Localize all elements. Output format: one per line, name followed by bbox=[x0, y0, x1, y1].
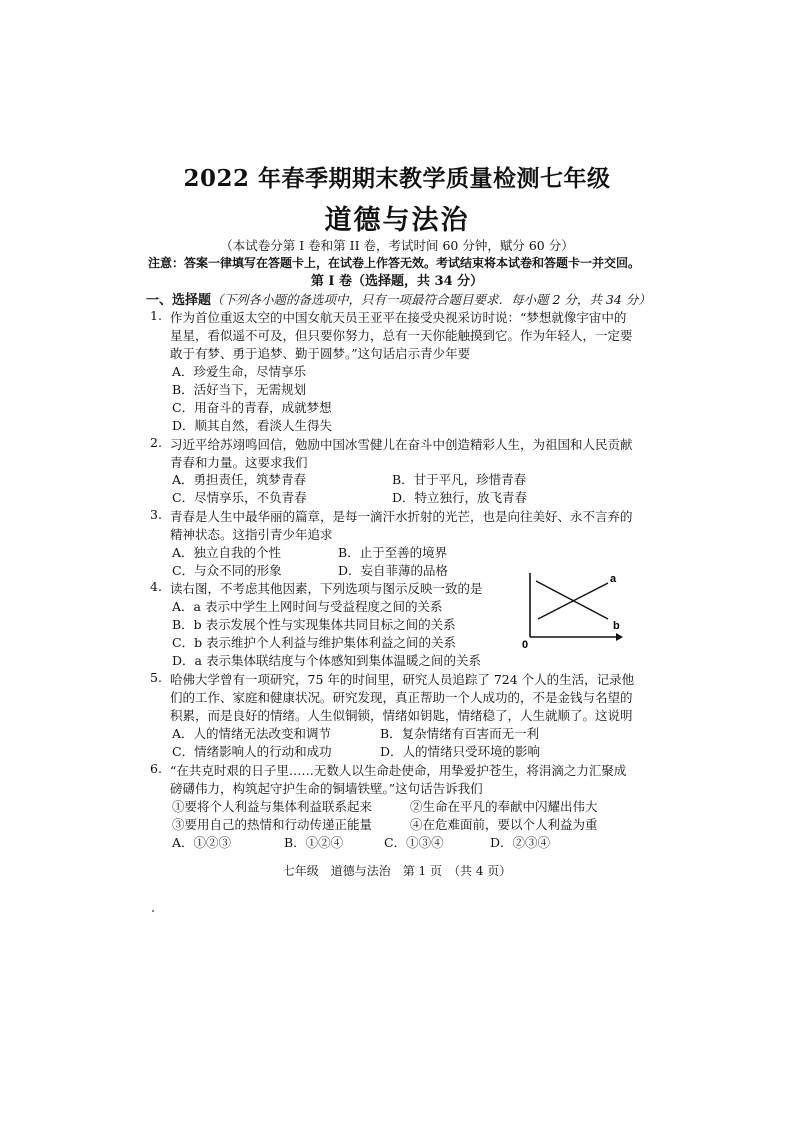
scan-speck bbox=[152, 910, 154, 912]
option-c: C．①③④ bbox=[384, 835, 444, 850]
question-text: 哈佛大学曾有一项研究，75 年的时间里，研究人员追踪了 724 个人的生活，记录他 bbox=[170, 672, 635, 687]
exam-title: 2022 年春季期期末教学质量检测七年级 bbox=[183, 165, 611, 192]
question-text: 们的工作、家庭和健康状况。研究发现，真正帮助一个人成功的，不是金钱与名望的 bbox=[170, 690, 633, 705]
option-a: A．a 表示中学生上网时间与受益程度之间的关系 bbox=[172, 599, 443, 614]
section-instruction: （下列各小题的备选项中，只有一项最符合题目要求．每小题 2 分，共 34 分） bbox=[211, 292, 651, 307]
question-text: 敢于有梦、勇于追梦、勤于圆梦。”这句话启示青少年要 bbox=[170, 346, 471, 361]
page-footer: 七年级 道德与法治 第 1 页 （共 4 页） bbox=[282, 864, 512, 878]
option-b: B．甘于平凡，珍惜青春 bbox=[392, 472, 527, 487]
option-c: C．用奋斗的青春，成就梦想 bbox=[172, 400, 332, 415]
question-text: 青春和力量。这要求我们 bbox=[170, 455, 308, 470]
question-text: 磅礴伟力，构筑起守护生命的铜墙铁壁。”这句话告诉我们 bbox=[170, 781, 483, 796]
option-b: B．①②④ bbox=[284, 835, 344, 850]
question-text: 精神状态。这指引青少年追求 bbox=[170, 527, 333, 542]
option-d: D．特立独行，放飞青春 bbox=[392, 490, 528, 505]
statement-4: ④在危难面前，要以个人利益为重 bbox=[410, 817, 598, 832]
statement-1: ①要将个人利益与集体利益联系起来 bbox=[172, 799, 373, 814]
label-a: a bbox=[610, 573, 617, 585]
option-b: B．止于至善的境界 bbox=[338, 545, 448, 560]
option-d: D．②③④ bbox=[490, 835, 551, 850]
question-number: 3. bbox=[150, 507, 162, 522]
option-c: C．与众不同的形象 bbox=[172, 563, 282, 578]
option-d: D．妄自菲薄的品格 bbox=[338, 563, 449, 578]
question-number: 2. bbox=[150, 435, 162, 450]
exam-notice: 注意：答案一律填写在答题卡上，在试卷上作答无效。考试结束将本试卷和答题卡一并交回。 bbox=[148, 256, 641, 270]
label-b: b bbox=[613, 620, 620, 632]
question-number: 4. bbox=[150, 579, 162, 594]
option-a: A．人的情绪无法改变和调节 bbox=[172, 726, 332, 741]
x-axis-arrow bbox=[616, 633, 623, 641]
question-text: 习近平给苏翊鸣回信，勉励中国冰雪健儿在奋斗中创造精彩人生，为祖国和人民贡献 bbox=[170, 437, 633, 452]
option-a: A．勇担责任，筑梦青春 bbox=[172, 472, 307, 487]
question-text: 星星，看似遥不可及，但只要你努力，总有一天你能触摸到它。作为年轻人，一定要 bbox=[170, 328, 633, 343]
option-c: C．情绪影响人的行动和成功 bbox=[172, 744, 332, 759]
option-d: D．a 表示集体联结度与个体感知到集体温暖之间的关系 bbox=[172, 653, 481, 668]
crossing-lines-diagram bbox=[516, 569, 626, 649]
line-b bbox=[536, 581, 608, 619]
question-number: 6. bbox=[150, 761, 162, 776]
option-c: C．b 表示维护个人利益与维护集体利益之间的关系 bbox=[172, 635, 457, 650]
question-text: “在共克时艰的日子里……无数人以生命赴使命，用挚爱护苍生，将涓滴之力汇聚成 bbox=[170, 763, 627, 778]
part-heading: 第 I 卷（选择题，共 34 分） bbox=[310, 274, 484, 289]
exam-info: （本试卷分第 I 卷和第 II 卷，考试时间 60 分钟，赋分 60 分） bbox=[220, 238, 574, 253]
statement-3: ③要用自己的热情和行动传递正能量 bbox=[172, 817, 373, 832]
option-a: A．①②③ bbox=[172, 835, 232, 850]
origin-label: 0 bbox=[522, 639, 529, 649]
question-number: 5. bbox=[150, 670, 162, 685]
question-text: 作为首位重返太空的中国女航天员王亚平在接受央视采访时说：“梦想就像宇宙中的 bbox=[170, 310, 627, 325]
question-text: 积累，而是良好的情绪。人生似铜锁，情绪如钥匙，情绪稳了，人生就顺了。这说明 bbox=[170, 708, 633, 723]
section-label: 一、选择题 bbox=[146, 293, 212, 308]
option-c: C．尽情享乐，不负青春 bbox=[172, 490, 307, 505]
option-b: B．活好当下，无需规划 bbox=[172, 382, 307, 397]
option-a: A．独立自我的个性 bbox=[172, 545, 282, 560]
section-heading bbox=[146, 289, 651, 308]
statement-2: ②生命在平凡的奉献中闪耀出伟大 bbox=[410, 799, 598, 814]
option-b: B．b 表示发展个性与实现集体共同目标之间的关系 bbox=[172, 617, 456, 632]
option-d: D．人的情绪只受环境的影响 bbox=[380, 744, 541, 759]
subject-title: 道德与法治 bbox=[324, 205, 470, 236]
option-a: A．珍爱生命，尽情享乐 bbox=[172, 364, 307, 379]
option-b: B．复杂情绪有百害而无一利 bbox=[380, 726, 540, 741]
question-number: 1. bbox=[150, 308, 162, 323]
question-text: 青春是人生中最华丽的篇章，是每一滴汗水折射的光芒，也是向往美好、永不言弃的 bbox=[170, 509, 633, 524]
option-d: D．顺其自然，看淡人生得失 bbox=[172, 418, 333, 433]
question-text: 读右图，不考虑其他因素，下列选项与图示反映一致的是 bbox=[170, 581, 483, 596]
